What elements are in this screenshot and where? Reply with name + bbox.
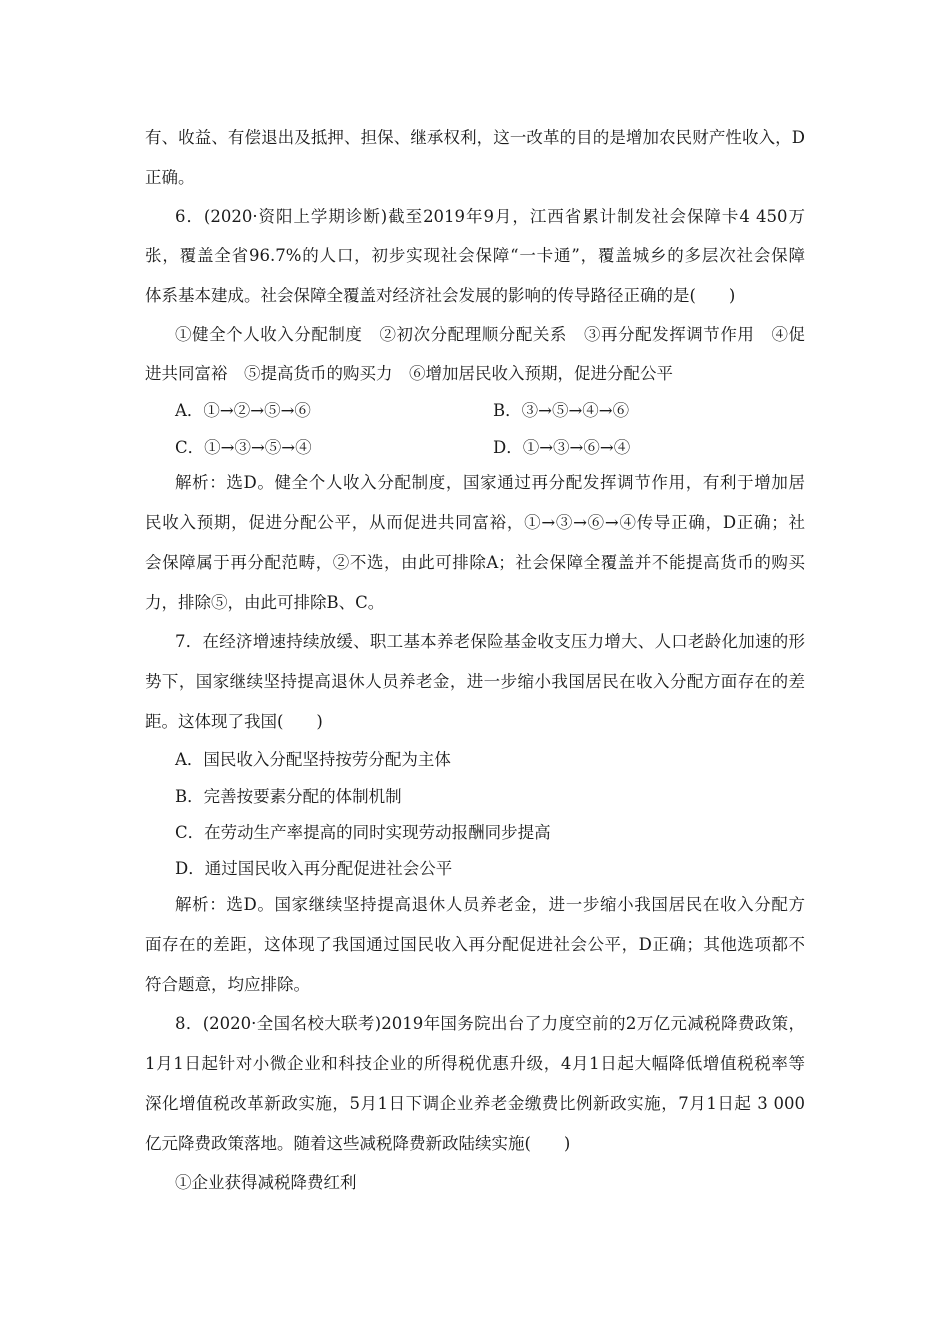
text-line: 势下，国家继续坚持提高退休人员养老金，进一步缩小我国居民在收入分配方面存在的差 [145, 672, 805, 691]
question-6-stem: 6．(2020·资阳上学期诊断)截至2019年9月，江西省累计制发社会保障卡4 450万 [175, 207, 805, 226]
option-b: B．③→⑤→④→⑥ [493, 401, 630, 420]
text-line: 亿元降费政策落地。随着这些减税降费新政陆续实施( ) [145, 1134, 571, 1153]
text-line: 进共同富裕 ⑤提高货币的购买力 ⑥增加居民收入预期，促进分配公平 [145, 364, 673, 383]
text-line: 距。这体现了我国( ) [145, 712, 323, 731]
question-6-items: ①健全个人收入分配制度 ②初次分配理顺分配关系 ③再分配发挥调节作用 ④促 [175, 325, 805, 344]
text-line: 有、收益、有偿退出及抵押、担保、继承权利，这一改革的目的是增加农民财产性收入，D [145, 128, 805, 147]
option-c: C．①→③→⑤→④ [175, 438, 312, 457]
text-line: 1月1日起针对小微企业和科技企业的所得税优惠升级，4月1日起大幅降低增值税税率等 [145, 1054, 805, 1073]
text-line: 力，排除⑤，由此可排除B、C。 [145, 593, 385, 612]
text-line: 正确。 [145, 168, 195, 187]
question-7-stem: 7．在经济增速持续放缓、职工基本养老保险基金收支压力增大、人口老龄化加速的形 [175, 632, 805, 651]
text-line: 体系基本建成。社会保障全覆盖对经济社会发展的影响的传导路径正确的是( ) [145, 286, 736, 305]
text-line: 会保障属于再分配范畴，②不选，由此可排除A；社会保障全覆盖并不能提高货币的购买 [145, 553, 805, 572]
text-line: 符合题意，均应排除。 [145, 975, 310, 994]
option-b: B．完善按要素分配的体制机制 [175, 787, 402, 806]
text-line: 民收入预期，促进分配公平，从而促进共同富裕，①→③→⑥→④传导正确，D正确；社 [145, 513, 805, 532]
text-line: 张，覆盖全省96.7%的人口，初步实现社会保障“一卡通”，覆盖城乡的多层次社会保障 [145, 246, 805, 265]
option-d: D．通过国民收入再分配促进社会公平 [175, 859, 453, 878]
answer-7: 解析：选D。国家继续坚持提高退休人员养老金，进一步缩小我国居民在收入分配方 [175, 895, 805, 914]
question-8-stem: 8．(2020·全国名校大联考)2019年国务院出台了力度空前的2万亿元减税降费政策， [175, 1014, 805, 1033]
option-a: A．①→②→⑤→⑥ [175, 401, 311, 420]
option-c: C．在劳动生产率提高的同时实现劳动报酬同步提高 [175, 823, 551, 842]
text-line: 深化增值税改革新政实施，5月1日下调企业养老金缴费比例新政实施，7月1日起 3 000 [145, 1094, 805, 1113]
answer-6: 解析：选D。健全个人收入分配制度，国家通过再分配发挥调节作用，有利于增加居 [175, 473, 805, 492]
question-8-item: ①企业获得减税降费红利 [175, 1173, 357, 1192]
text-line: 面存在的差距，这体现了我国通过国民收入再分配促进社会公平，D正确；其他选项都不 [145, 935, 805, 954]
option-d: D．①→③→⑥→④ [493, 438, 631, 457]
option-a: A．国民收入分配坚持按劳分配为主体 [175, 750, 451, 769]
